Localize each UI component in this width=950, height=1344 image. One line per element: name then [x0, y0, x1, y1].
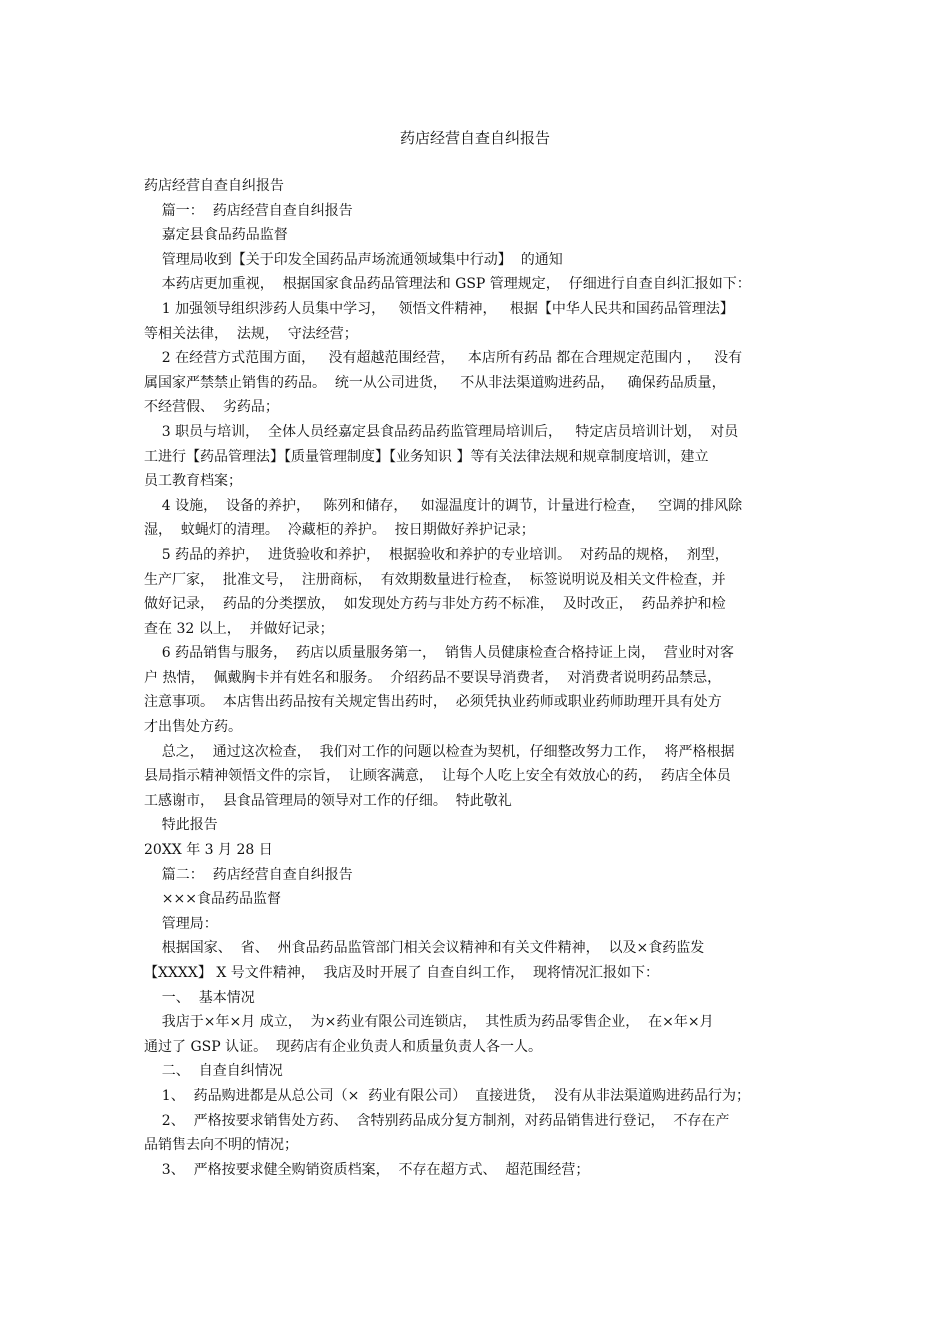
text-line: 才出售处方药。	[144, 719, 242, 736]
text-line: 特此报告	[144, 817, 218, 834]
text-line: 管理局：	[144, 915, 218, 932]
text-line: 属国家严禁禁止销售的药品。 统一从公司进货， 不从非法渠道购进药品， 确保药品质量，	[144, 374, 726, 391]
text-line: 5 药品的养护， 进货验收和养护， 根据验收和养护的专业培训。 对药品的规格， 剂型，	[144, 546, 729, 563]
text-line: 根据国家、 省、 州食品药品监管部门相关会议精神和有关文件精神， 以及×食药监发	[144, 940, 705, 957]
text-line: 20XX 年 3 月 28 日	[144, 842, 273, 859]
text-line: 6 药品销售与服务， 药店以质量服务第一， 销售人员健康检查合格持证上岗， 营业时对客	[144, 645, 734, 662]
text-line: 管理局收到【关于印发全国药品声场流通领域集中行动】 的通知	[144, 251, 563, 268]
text-line: ×××食品药品监督	[144, 891, 281, 908]
text-line: 篇二： 药店经营自查自纠报告	[144, 866, 353, 883]
text-line: 嘉定县食品药品监督	[144, 227, 288, 244]
text-line: 等相关法律， 法规， 守法经营；	[144, 325, 358, 342]
text-line: 生产厂家， 批准文号， 注册商标， 有效期数量进行检查， 标签说明说及相关文件检查，并	[144, 571, 726, 588]
text-line: 通过了 GSP 认证。 现药店有企业负责人和质量负责人各一人。	[144, 1038, 542, 1055]
text-line: 湿， 蚊蝇灯的清理。 冷藏柜的养护。 按日期做好养护记录；	[144, 522, 535, 539]
text-line: 2 在经营方式范围方面， 没有超越范围经营， 本店所有药品 都在合理规定范围内 ， 没有	[144, 350, 743, 367]
text-line: 二、 自查自纠情况	[144, 1063, 283, 1080]
text-line: 总之， 通过这次检查， 我们对工作的问题以检查为契机，仔细整改努力工作， 将严格根据	[144, 743, 735, 760]
document-body	[144, 174, 824, 1182]
text-line: 员工教育档案；	[144, 473, 242, 490]
text-line: 品销售去向不明的情况；	[144, 1137, 298, 1154]
text-line: 县局指示精神领悟文件的宗旨， 让顾客满意， 让每个人吃上安全有效放心的药， 药店全体员	[144, 768, 731, 785]
text-line: 一、 基本情况	[144, 989, 255, 1006]
text-line: 1、 药品购进都是从总公司（× 药业有限公司） 直接进货， 没有从非法渠道购进药品行为；	[144, 1087, 751, 1104]
text-line: 药店经营自查自纠报告	[144, 178, 284, 194]
text-line: 注意事项。 本店售出药品按有关规定售出药时， 必须凭执业药师或职业药师助理开具有处方	[144, 694, 722, 711]
text-line: 4 设施， 设备的养护， 陈列和储存， 如湿温度计的调节，计量进行检查， 空调的排风除	[144, 497, 743, 514]
text-line: 3 职员与培训， 全体人员经嘉定县食品药品药监管理局培训后， 特定店员培训计划， 对员	[144, 423, 739, 440]
document-title: 药店经营自查自纠报告	[399, 129, 550, 147]
text-line: 户 热情， 佩戴胸卡并有姓名和服务。 介绍药品不要误导消费者， 对消费者说明药品禁忌，	[144, 669, 722, 686]
text-line: 2、 严格按要求销售处方药、 含特别药品成分复方制剂，对药品销售进行登记， 不存在产	[144, 1112, 730, 1129]
text-line: 工感谢市， 县食品管理局的领导对工作的仔细。 特此敬礼	[144, 792, 512, 809]
text-line: 1 加强领导组织涉药人员集中学习， 领悟文件精神， 根据【中华人民共和国药品管理法】	[144, 300, 734, 317]
text-line: 本药店更加重视， 根据国家食品药品管理法和 GSP 管理规定， 仔细进行自查自纠汇报如下：	[144, 276, 751, 293]
text-line: 做好记录， 药品的分类摆放， 如发现处方药与非处方药不标准， 及时改正， 药品养护和检	[144, 596, 726, 613]
text-line: 查在 32 以上， 并做好记录；	[144, 620, 334, 637]
text-line: 我店于×年×月 成立， 为×药业有限公司连锁店， 其性质为药品零售企业， 在×年×月	[144, 1014, 714, 1031]
text-line: 3、 严格按要求健全购销资质档案， 不存在超方式、 超范围经营；	[144, 1161, 590, 1178]
text-line: 【XXXX】 X 号文件精神， 我店及时开展了 自查自纠工作， 现将情况汇报如下：	[144, 965, 659, 981]
text-line: 不经营假、 劣药品；	[144, 399, 279, 416]
text-line: 工进行【药品管理法】【质量管理制度】【业务知识 】等有关法律法规和规章制度培训，建立	[144, 448, 709, 465]
text-line: 篇一： 药店经营自查自纠报告	[144, 202, 353, 219]
